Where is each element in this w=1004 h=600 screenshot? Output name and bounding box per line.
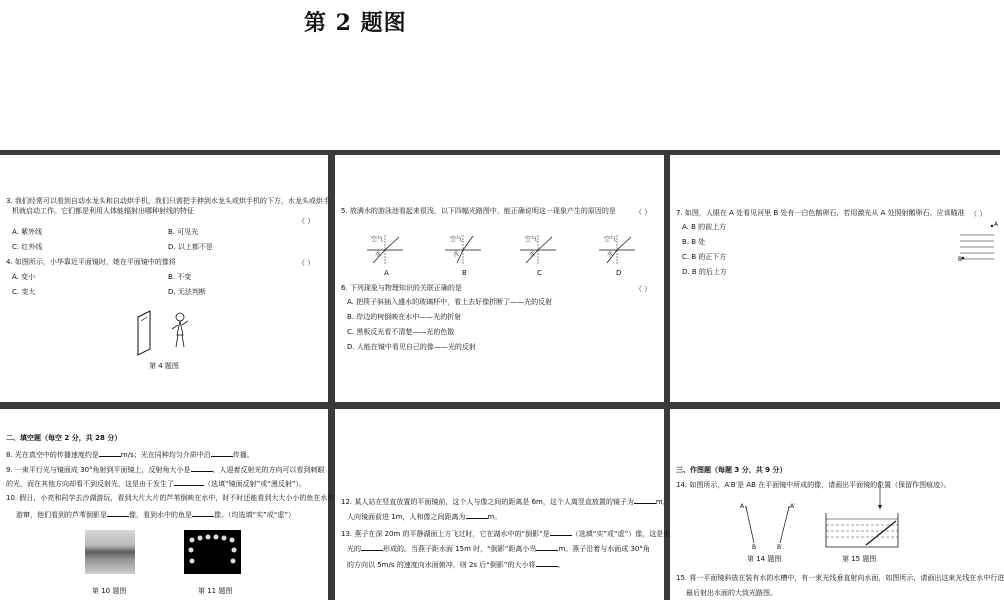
answer-blank[interactable]	[192, 509, 214, 517]
answer-paren: （ ）	[635, 208, 652, 216]
panel-question-7	[670, 155, 1000, 402]
diagram-label-d: D	[616, 269, 622, 277]
moon-phase-dots	[184, 530, 241, 574]
figure-label-b: B	[958, 256, 963, 263]
option-a: A. 紫外线	[12, 228, 43, 236]
answer-paren: （ ）	[298, 217, 315, 225]
panel-questions-5-6	[335, 155, 664, 402]
diagram-label-water: 水	[607, 251, 614, 258]
diagram-label-water: 水	[529, 251, 536, 258]
q9-part4: （选填“镜面反射”或“漫反射”）。	[204, 480, 307, 488]
river-figure	[958, 221, 998, 263]
answer-blank[interactable]	[191, 464, 213, 472]
q10-part3: 像。（均选填“实”或“虚”）	[214, 511, 296, 519]
figure-10-caption: 第 10 题图	[92, 587, 127, 595]
option-d: D. 人能在镜中看见自己的像——光的反射	[347, 343, 476, 351]
diagram-label-water: 水	[453, 251, 460, 258]
q9-part3: 的光，而在其他方向却看不到反射光，这是由于发生了	[6, 480, 174, 488]
q13-part3: 光的	[347, 545, 361, 553]
panel-drawing-section	[670, 409, 1004, 600]
q12-unit-2: m。	[487, 513, 502, 521]
diagram-label-c: C	[537, 269, 542, 277]
answer-paren: （ ）	[970, 210, 987, 218]
diagram-label-air: 空气	[604, 236, 617, 243]
answer-blank[interactable]	[536, 543, 558, 551]
question-5-text: 5. 放满水的游泳池看起来很浅，以下四幅光路图中，能正确说明这一现象产生的原因的是	[341, 207, 616, 215]
question-15-text: 15. 将一平面镜斜放在装有水的水槽中，有一束光线垂直射向水面，如图所示，请画出这束光线在水中行进	[676, 574, 1004, 582]
question-9-text	[6, 464, 325, 475]
option-c: C. 黑板反光看不清楚——光的色散	[347, 328, 455, 336]
option-d: D. B 的后上方	[682, 268, 727, 276]
q8-part3: 传播。	[232, 451, 254, 459]
page-title: 第 2 题图	[304, 10, 407, 36]
question-15-text-2: 最后射出水面的大致光路图。	[686, 589, 777, 597]
answer-blank[interactable]	[361, 543, 383, 551]
figure-11-caption: 第 11 题图	[198, 587, 233, 595]
question-10-text: 10. 假日，小亮和同学去沙湖游玩，看到大片大片的芦苇倒映在水中，时不时还能看到大大小小的鱼在水中	[6, 494, 335, 502]
question-13-text-2	[347, 543, 650, 554]
figure-4-caption: 第 4 题图	[149, 362, 179, 370]
label-a-prime: A′	[790, 503, 796, 510]
q8-part2: m/s；光在同种均匀介质中沿	[120, 451, 211, 459]
question-14-text: 14. 如图所示，A′B′是 AB 在平面镜中所成的像，请画出平面镜的位置（保留作图痕迹）。	[676, 481, 951, 489]
figure-15-water-tank	[822, 479, 902, 551]
q10-part2: 像，看到水中的鱼是	[129, 511, 192, 519]
diagram-d-lightpath	[597, 233, 637, 267]
option-c: C. 变大	[12, 288, 36, 296]
option-c: C. B 的正下方	[682, 253, 727, 261]
section-title-drawing: 三、作图题（每题 3 分，共 9 分）	[676, 466, 787, 474]
question-13-text-3	[347, 559, 565, 570]
q13-part5: m。燕子沿着与水面成 30°角	[558, 545, 650, 553]
label-a: A	[740, 503, 745, 510]
label-b-prime: B′	[777, 544, 783, 551]
q13-part7: 。	[557, 561, 565, 569]
option-b: B. 可见光	[168, 228, 199, 236]
panel-fill-in-section	[0, 409, 335, 600]
question-10-text-2	[16, 509, 295, 520]
option-b: B. B 处	[682, 238, 706, 246]
question-3-text: 3. 我们经常可以看到自动水龙头和自动烘手机，我们只需把手伸到水龙头或烘手机的下方，水龙头或烘手	[6, 197, 330, 205]
moon-phases-photo	[184, 530, 241, 574]
lake-reflection-photo	[85, 530, 135, 574]
q13-part4: 形成的。当燕子距水面 15m 时，“倒影”距离小鸟	[383, 545, 537, 553]
diagram-label-b: B	[462, 269, 467, 277]
option-b: B. 岸边的树倒映在水中——光的折射	[347, 313, 462, 321]
option-d: D. 无法判断	[168, 288, 206, 296]
question-12-text-2	[347, 511, 501, 522]
label-b: B	[752, 544, 757, 551]
answer-paren: （ ）	[635, 285, 652, 293]
diagram-label-air: 空气	[450, 236, 463, 243]
q10-part1: 游窜，他们看到的芦苇倒影是	[16, 511, 107, 519]
question-6-text: 6. 下列现象与物理知识的关联正确的是	[341, 284, 462, 292]
answer-blank[interactable]	[550, 528, 572, 536]
q13-part2: （选填“实”或“虚”）像，这是由	[571, 530, 671, 538]
question-9-text-2	[6, 478, 306, 489]
figure-14-caption: 第 14 题图	[747, 555, 782, 563]
answer-blank[interactable]	[634, 496, 656, 504]
option-b: B. 不变	[168, 273, 192, 281]
option-a: A. 变小	[12, 273, 36, 281]
question-12-text	[341, 496, 670, 507]
diagram-c-lightpath	[518, 233, 558, 267]
answer-blank[interactable]	[174, 478, 204, 486]
option-c: C. 红外线	[12, 243, 43, 251]
panel-questions-3-4	[0, 155, 328, 402]
answer-blank[interactable]	[99, 449, 121, 457]
figure-label-a: A	[994, 221, 999, 228]
figure-15-caption: 第 15 题图	[842, 555, 877, 563]
q9-part2: 。人迎着反射光的方向可以看到刺眼	[212, 466, 325, 474]
answer-blank[interactable]	[466, 511, 488, 519]
diagram-b-lightpath	[443, 233, 483, 267]
diagram-label-water: 水	[375, 251, 382, 258]
panel-questions-12-13	[335, 409, 671, 600]
diagram-label-air: 空气	[525, 236, 538, 243]
option-a: A. 把筷子斜插入盛水的玻璃杯中，看上去好像折断了——光的反射	[347, 298, 553, 306]
question-4-text: 4. 如图所示，小华靠近平面镜时，她在平面镜中的像将	[6, 258, 176, 266]
question-7-text: 7. 如图，人眼在 A 处看见河里 B 处有一白色鹅卵石，若用激光从 A 处照射鹅卵石，应该瞄准	[676, 209, 965, 217]
section-title-fill-in: 二、填空题（每空 2 分，共 28 分）	[6, 434, 122, 442]
diagram-label-air: 空气	[371, 236, 384, 243]
question-3-text-2: 机就启动工作。它们都是利用人体能辐射出哪种射线的特征	[12, 207, 194, 215]
option-d: D. 以上都不是	[168, 243, 213, 251]
q8-part1: 8. 光在真空中的传播速度约是	[6, 451, 99, 459]
q12-unit: m。	[655, 498, 670, 506]
answer-blank[interactable]	[536, 559, 558, 567]
question-13-text	[341, 528, 670, 539]
mirror-girl-figure	[130, 307, 200, 357]
diagram-label-a: A	[384, 269, 389, 277]
q12-part2: 人向镜面前进 1m，人和像之间距离为	[347, 513, 466, 521]
question-8-text	[6, 449, 254, 460]
q12-part1: 12. 某人站在竖直放置的平面镜前，这个人与像之间的距离是 6m，这个人离竖直放置的镜子为	[341, 498, 634, 506]
answer-blank[interactable]	[211, 449, 233, 457]
q13-part1: 13. 燕子在深 20m 的平静湖面上方飞过时，它在湖水中的“倒影”是	[341, 530, 550, 538]
option-a: A. B 的前上方	[682, 223, 727, 231]
answer-paren: （ ）	[298, 259, 315, 267]
answer-blank[interactable]	[107, 509, 129, 517]
top-band	[0, 0, 1000, 150]
q13-part6: 的方向以 5m/s 的速度向水面俯冲，则 2s 后“倒影”的大小将	[347, 561, 536, 569]
q9-part1: 9. 一束平行光与镜面成 30°角射到平面镜上，反射角大小是	[6, 466, 191, 474]
